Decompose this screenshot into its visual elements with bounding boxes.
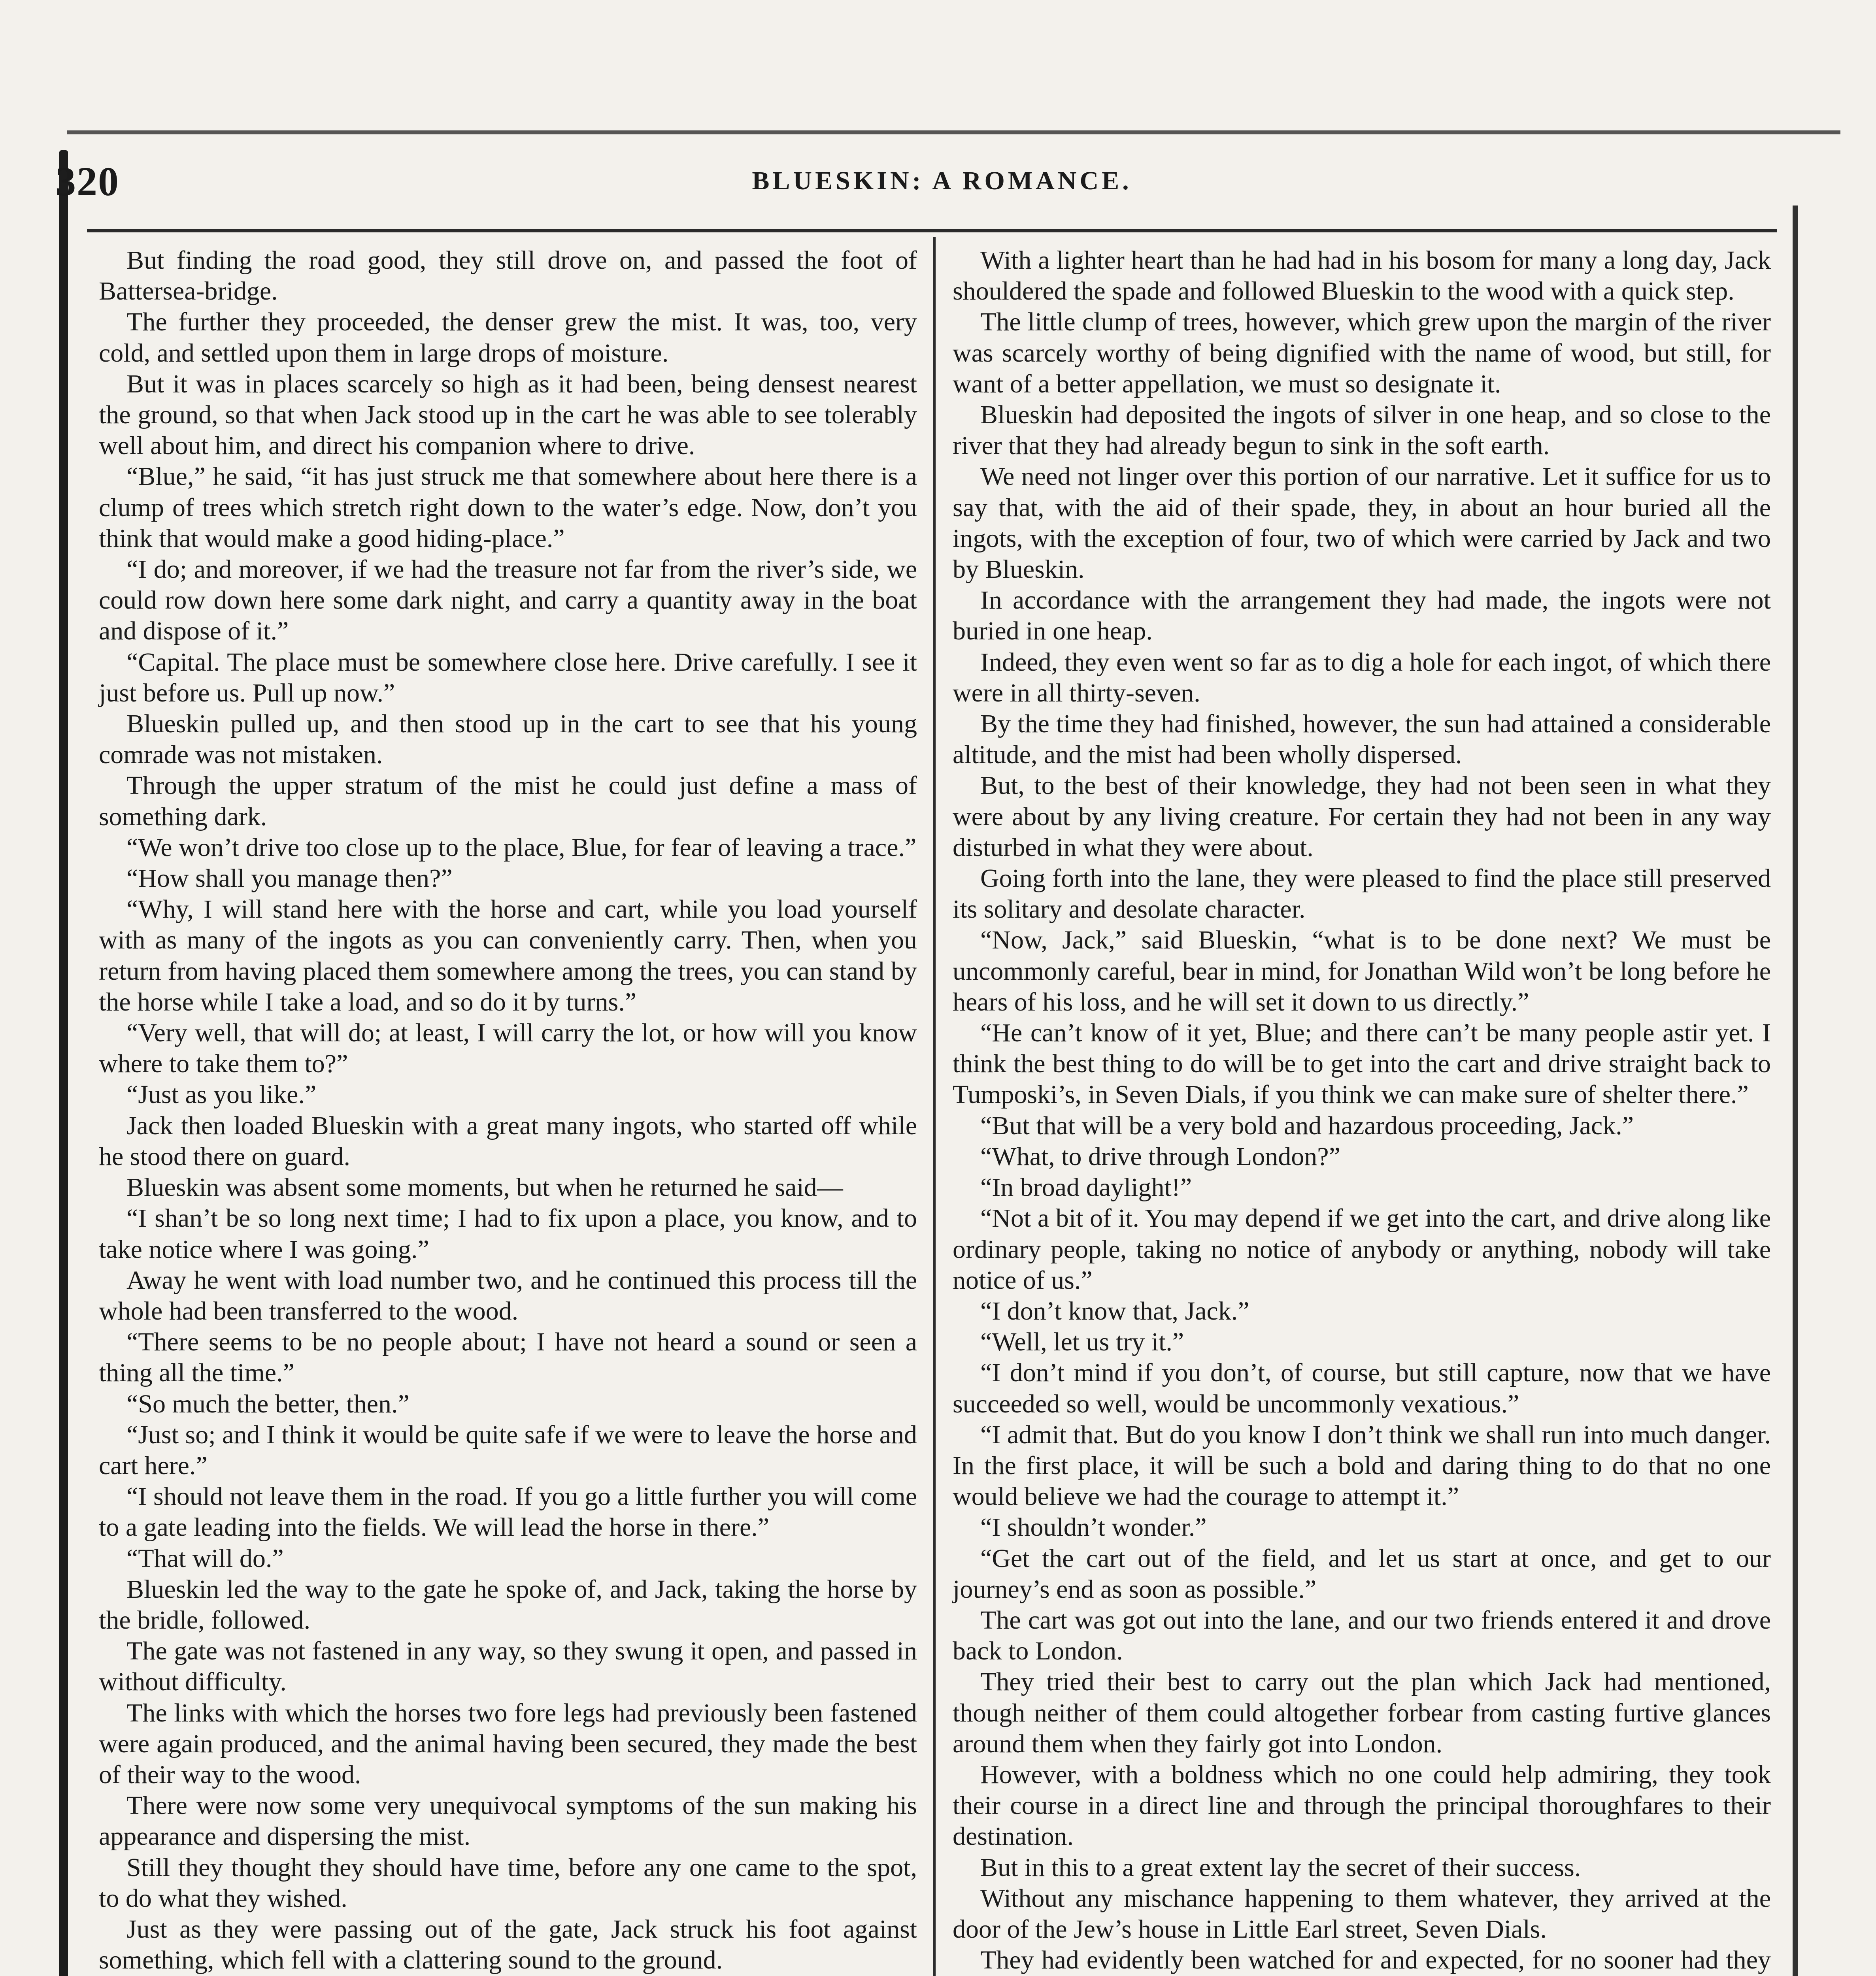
paragraph: “I don’t mind if you don’t, of course, but still capture, now that we have succeeded so well, would be uncommonly vexatious.”	[953, 1358, 1771, 1418]
paragraph: Without any mischance happening to them whatever, they arrived at the door of the Jew’s house in Little Earl street, Seven Dials.	[953, 1884, 1771, 1944]
paragraph: “Now, Jack,” said Blueskin, “what is to be done next? We must be uncommonly careful, bear in mind, for Jonathan Wild won’t be long before he hears of his loss, and he will set it down to us directly.”	[953, 926, 1771, 1016]
paragraph: “I don’t know that, Jack.”	[980, 1296, 1249, 1326]
right-column	[953, 245, 1771, 1976]
paragraph: The little clump of trees, however, which grew upon the margin of the river was scarcely worthy of being dignified with the name of wood, but still, for want of a better appellation, we must so designate it.	[953, 307, 1771, 398]
paragraph: With a lighter heart than he had had in his bosom for many a long day, Jack shouldered the spade and followed Blueskin to the wood with a quick step.	[953, 246, 1771, 306]
paragraph: “Just so; and I think it would be quite safe if we were to leave the horse and cart here.”	[99, 1420, 917, 1480]
paragraph: “Just as you like.”	[126, 1080, 317, 1109]
paragraph: They had evidently been watched for and expected, for no sooner had they	[980, 1946, 1771, 1975]
paragraph: By the time they had finished, however, the sun had attained a considerable altitude, and the mist had been wholly dispersed.	[953, 709, 1771, 769]
paragraph: Blueskin pulled up, and then stood up in the cart to see that his young comrade was not mistaken.	[99, 709, 917, 769]
paragraph: “Not a bit of it. You may depend if we get into the cart, and drive along like ordinary people, taking no notice of anybody or anything, nobody will take notice of us.”	[953, 1204, 1771, 1295]
column-divider	[933, 237, 936, 1976]
paragraph: “Get the cart out of the field, and let us start at once, and get to our journey’s end as soon as possible.”	[953, 1544, 1771, 1604]
page-header	[55, 158, 1829, 206]
paragraph: “Very well, that will do; at least, I will carry the lot, or how will you know where to take them to?”	[99, 1018, 917, 1079]
running-title: BLUESKIN: A ROMANCE.	[752, 166, 1132, 195]
paragraph: Jack then loaded Blueskin with a great many ingots, who started off while he stood there on guard.	[99, 1111, 917, 1171]
paragraph: “We won’t drive too close up to the place, Blue, for fear of leaving a trace.”	[126, 833, 917, 862]
paragraph: Indeed, they even went so far as to dig a hole for each ingot, of which there were in all thirty-seven.	[953, 647, 1771, 707]
left-margin-bracket	[59, 150, 68, 1976]
paragraph: The links with which the horses two fore legs had previously been fastened were again produced, and the animal having been secured, they made the best of their way to the wood.	[99, 1698, 917, 1789]
paragraph: “I should not leave them in the road. If you go a little further you will come to a gate leading into the fields. We will lead the horse in there.”	[99, 1482, 917, 1542]
paragraph: “He can’t know of it yet, Blue; and there can’t be many people astir yet. I think the best thing to do will be to get into the cart and drive straight back to Tumposki’s, in Seven Dials, if you think we can make sure of shelter there.”	[953, 1018, 1771, 1109]
paragraph: “What, to drive through London?”	[980, 1142, 1340, 1171]
paragraph: “Well, let us try it.”	[980, 1327, 1184, 1357]
paragraph: “In broad daylight!”	[980, 1173, 1192, 1202]
right-margin-bracket	[1793, 206, 1798, 1976]
left-column	[99, 245, 917, 1976]
top-page-rule	[67, 130, 1840, 134]
paragraph: “Blue,” he said, “it has just struck me that somewhere about here there is a clump of trees which stretch right down to the water’s edge. Now, don’t you think that would make a good hiding-place.”	[99, 462, 917, 553]
page-number: 320	[55, 159, 119, 204]
paragraph: We need not linger over this portion of our narrative. Let it suffice for us to say that, with the aid of their spade, they, in about an hour buried all the ingots, with the exception of four, two of which were carried by Jack and two by Blueskin.	[953, 462, 1771, 584]
paragraph: “So much the better, then.”	[126, 1389, 410, 1418]
paragraph: “I shouldn’t wonder.”	[980, 1513, 1207, 1542]
paragraph: However, with a boldness which no one could help admiring, they took their course in a direct line and through the principal thoroughfares to their destination.	[953, 1760, 1771, 1851]
paragraph: But it was in places scarcely so high as it had been, being densest nearest the ground, so that when Jack stood up in the cart he was able to see tolerably well about him, and direct his companion where to drive.	[99, 369, 917, 460]
left-column-paragraphs	[99, 245, 917, 1976]
paragraph: The further they proceeded, the denser grew the mist. It was, too, very cold, and settled upon them in large drops of moisture.	[99, 307, 917, 368]
paragraph: “How shall you manage then?”	[126, 864, 453, 893]
paragraph: There were now some very unequivocal symptoms of the sun making his appearance and dispersing the mist.	[99, 1791, 917, 1851]
paragraph: “There seems to be no people about; I have not heard a sound or seen a thing all the time.”	[99, 1327, 917, 1388]
paragraph: The gate was not fastened in any way, so they swung it open, and passed in without difficulty.	[99, 1637, 917, 1697]
header-rule	[87, 229, 1777, 232]
paragraph: But, to the best of their knowledge, they had not been seen in what they were about by any living creature. For certain they had not been in any way disturbed in what they were about.	[953, 771, 1771, 862]
paragraph: “Capital. The place must be somewhere close here. Drive carefully. I see it just before us. Pull up now.”	[99, 647, 917, 707]
paragraph: Blueskin had deposited the ingots of silver in one heap, and so close to the river that they had already begun to sink in the soft earth.	[953, 400, 1771, 460]
right-column-paragraphs	[953, 245, 1771, 1976]
paragraph: But finding the road good, they still drove on, and passed the foot of Battersea-bridge.	[99, 246, 917, 306]
paragraph: “I admit that. But do you know I don’t think we shall run into much danger. In the first place, it will be such a bold and daring thing to do that no one would believe we had the courage to attempt it.”	[953, 1420, 1771, 1511]
paragraph: Through the upper stratum of the mist he could just define a mass of something dark.	[99, 771, 917, 831]
paragraph: They tried their best to carry out the plan which Jack had mentioned, though neither of them could altogether forbear from casting furtive glances around them when they fairly got into London.	[953, 1667, 1771, 1758]
paragraph: Away he went with load number two, and he continued this process till the whole had been transferred to the wood.	[99, 1265, 917, 1326]
paragraph: “That will do.”	[126, 1544, 284, 1573]
paragraph: “I shan’t be so long next time; I had to fix upon a place, you know, and to take notice where I was going.”	[99, 1204, 917, 1264]
paragraph: Going forth into the lane, they were pleased to find the place still preserved its solitary and desolate character.	[953, 864, 1771, 924]
paragraph: “But that will be a very bold and hazardous proceeding, Jack.”	[980, 1111, 1634, 1140]
paragraph: Blueskin was absent some moments, but when he returned he said—	[126, 1173, 843, 1202]
paragraph: Blueskin led the way to the gate he spoke of, and Jack, taking the horse by the bridle, followed.	[99, 1574, 917, 1635]
paragraph: In accordance with the arrangement they had made, the ingots were not buried in one heap.	[953, 586, 1771, 646]
paragraph: Still they thought they should have time, before any one came to the spot, to do what they wished.	[99, 1853, 917, 1913]
paragraph: Just as they were passing out of the gate, Jack struck his foot against something, which fell with a clattering sound to the ground.	[99, 1914, 917, 1975]
paragraph: “I do; and moreover, if we had the treasure not far from the river’s side, we could row down here some dark night, and carry a quantity away in the boat and dispose of it.”	[99, 555, 917, 646]
paragraph: The cart was got out into the lane, and our two friends entered it and drove back to London.	[953, 1605, 1771, 1666]
paragraph: But in this to a great extent lay the secret of their success.	[980, 1853, 1581, 1882]
paragraph: “Why, I will stand here with the horse and cart, while you load yourself with as many of the ingots as you can conveniently carry. Then, when you return from having placed them somewhere among the trees, you can stand by the horse while I take a load, and so do it by turns.”	[99, 895, 917, 1016]
